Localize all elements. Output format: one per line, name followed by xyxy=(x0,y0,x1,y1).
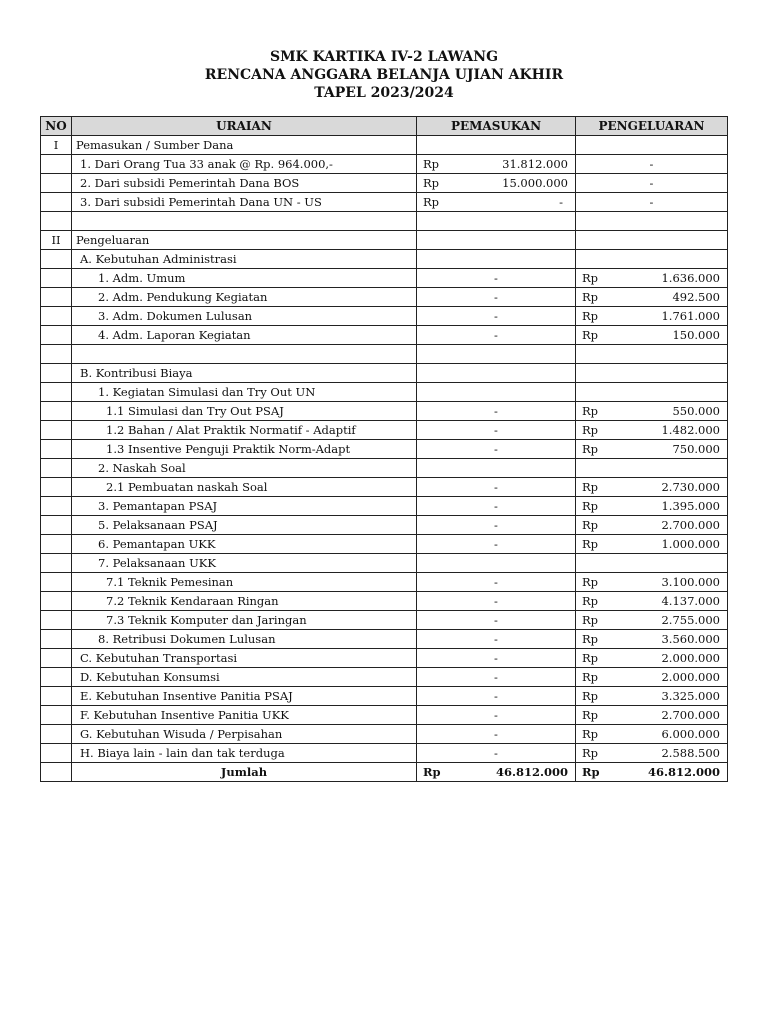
table-row xyxy=(41,706,728,725)
pengeluaran-cell xyxy=(576,516,728,535)
table-row xyxy=(41,630,728,649)
currency-label: Rp xyxy=(582,499,599,513)
pemasukan-cell xyxy=(417,364,576,383)
currency-label: Rp xyxy=(582,423,599,437)
pemasukan-cell: - xyxy=(417,307,576,326)
row-number xyxy=(41,554,72,573)
pemasukan-cell: - xyxy=(417,649,576,668)
currency-label: Rp xyxy=(423,176,440,190)
row-description: D. Kebutuhan Konsumsi xyxy=(72,668,417,687)
pengeluaran-cell: - xyxy=(576,193,728,212)
pemasukan-cell: - xyxy=(417,611,576,630)
table-body xyxy=(41,136,728,763)
row-description xyxy=(72,212,417,231)
row-description: 8. Retribusi Dokumen Lulusan xyxy=(72,630,417,649)
pengeluaran-cell xyxy=(576,383,728,402)
pemasukan-cell: - xyxy=(417,592,576,611)
amount-value: 3.325.000 xyxy=(661,689,720,703)
row-number xyxy=(41,592,72,611)
pengeluaran-cell xyxy=(576,630,728,649)
pengeluaran-cell xyxy=(576,250,728,269)
table-row xyxy=(41,193,728,212)
pengeluaran-cell xyxy=(576,402,728,421)
table-row xyxy=(41,535,728,554)
currency-label: Rp xyxy=(423,195,440,209)
row-description: 3. Adm. Dokumen Lulusan xyxy=(72,307,417,326)
pengeluaran-cell xyxy=(576,706,728,725)
pengeluaran-cell xyxy=(576,535,728,554)
row-number xyxy=(41,725,72,744)
total-no-cell xyxy=(41,763,72,782)
total-out-value: 46.812.000 xyxy=(647,765,720,779)
row-number xyxy=(41,250,72,269)
row-number xyxy=(41,706,72,725)
pemasukan-cell xyxy=(417,250,576,269)
currency-label: Rp xyxy=(582,613,599,627)
currency-label: Rp xyxy=(582,271,599,285)
pemasukan-cell xyxy=(417,459,576,478)
currency-label: Rp xyxy=(582,689,599,703)
currency-label: Rp xyxy=(582,290,599,304)
row-number xyxy=(41,193,72,212)
col-header-no: NO xyxy=(41,117,72,136)
row-description: B. Kontribusi Biaya xyxy=(72,364,417,383)
row-number xyxy=(41,744,72,763)
table-row xyxy=(41,649,728,668)
table-row xyxy=(41,231,728,250)
amount-value: 6.000.000 xyxy=(661,727,720,741)
row-number xyxy=(41,402,72,421)
table-row xyxy=(41,364,728,383)
pemasukan-cell xyxy=(417,174,576,193)
pengeluaran-cell xyxy=(576,592,728,611)
amount-value: - xyxy=(559,195,563,209)
amount-value: 3.100.000 xyxy=(661,575,720,589)
amount-value: 2.588.500 xyxy=(661,746,720,760)
pengeluaran-cell xyxy=(576,478,728,497)
total-in-currency: Rp xyxy=(423,765,441,779)
pemasukan-cell: - xyxy=(417,744,576,763)
table-header-row xyxy=(41,117,728,136)
currency-label: Rp xyxy=(582,537,599,551)
pemasukan-cell xyxy=(417,155,576,174)
pemasukan-cell xyxy=(417,212,576,231)
row-description xyxy=(72,345,417,364)
row-number xyxy=(41,630,72,649)
row-description: 2. Naskah Soal xyxy=(72,459,417,478)
row-number xyxy=(41,497,72,516)
pemasukan-cell xyxy=(417,383,576,402)
row-number xyxy=(41,326,72,345)
row-description: Pemasukan / Sumber Dana xyxy=(72,136,417,155)
pemasukan-cell: - xyxy=(417,269,576,288)
row-description: 1. Kegiatan Simulasi dan Try Out UN xyxy=(72,383,417,402)
table-row xyxy=(41,497,728,516)
table-row xyxy=(41,478,728,497)
currency-label: Rp xyxy=(582,708,599,722)
row-number xyxy=(41,421,72,440)
amount-value: 2.700.000 xyxy=(661,518,720,532)
table-row xyxy=(41,611,728,630)
amount-value: 2.000.000 xyxy=(661,651,720,665)
row-description: 2.1 Pembuatan naskah Soal xyxy=(72,478,417,497)
pengeluaran-cell xyxy=(576,231,728,250)
row-description: G. Kebutuhan Wisuda / Perpisahan xyxy=(72,725,417,744)
table-row xyxy=(41,668,728,687)
pemasukan-cell: - xyxy=(417,497,576,516)
currency-label: Rp xyxy=(582,746,599,760)
currency-label: Rp xyxy=(582,727,599,741)
row-description: 3. Dari subsidi Pemerintah Dana UN - US xyxy=(72,193,417,212)
row-number xyxy=(41,440,72,459)
pengeluaran-cell xyxy=(576,364,728,383)
pemasukan-cell: - xyxy=(417,725,576,744)
currency-label: Rp xyxy=(582,518,599,532)
table-row xyxy=(41,307,728,326)
amount-value: 1.395.000 xyxy=(661,499,720,513)
pemasukan-cell: - xyxy=(417,326,576,345)
amount-value: 2.700.000 xyxy=(661,708,720,722)
total-row xyxy=(41,763,728,782)
row-number xyxy=(41,269,72,288)
academic-year: TAPEL 2023/2024 xyxy=(314,85,454,101)
row-number xyxy=(41,345,72,364)
row-description: 1. Dari Orang Tua 33 anak @ Rp. 964.000,- xyxy=(72,155,417,174)
row-number xyxy=(41,288,72,307)
table-row xyxy=(41,345,728,364)
row-description: 1. Adm. Umum xyxy=(72,269,417,288)
pemasukan-cell xyxy=(417,231,576,250)
row-description: F. Kebutuhan Insentive Panitia UKK xyxy=(72,706,417,725)
pengeluaran-cell xyxy=(576,136,728,155)
table-row xyxy=(41,421,728,440)
pengeluaran-cell xyxy=(576,421,728,440)
pemasukan-cell: - xyxy=(417,668,576,687)
table-row xyxy=(41,326,728,345)
row-description: 3. Pemantapan PSAJ xyxy=(72,497,417,516)
row-number xyxy=(41,212,72,231)
total-in-value: 46.812.000 xyxy=(495,765,568,779)
currency-label: Rp xyxy=(582,442,599,456)
table-row xyxy=(41,288,728,307)
amount-value: 3.560.000 xyxy=(661,632,720,646)
amount-value: 1.761.000 xyxy=(661,309,720,323)
col-header-pengeluaran: PENGELUARAN xyxy=(576,117,728,136)
pemasukan-cell xyxy=(417,345,576,364)
row-number xyxy=(41,687,72,706)
pengeluaran-cell xyxy=(576,212,728,231)
table-row xyxy=(41,554,728,573)
currency-label: Rp xyxy=(582,404,599,418)
pengeluaran-cell xyxy=(576,611,728,630)
currency-label: Rp xyxy=(582,480,599,494)
table-row xyxy=(41,592,728,611)
row-description: 7.3 Teknik Komputer dan Jaringan xyxy=(72,611,417,630)
amount-value: 1.482.000 xyxy=(661,423,720,437)
currency-label: Rp xyxy=(582,670,599,684)
row-number xyxy=(41,364,72,383)
row-description: 6. Pemantapan UKK xyxy=(72,535,417,554)
currency-label: Rp xyxy=(582,309,599,323)
row-description: 7.1 Teknik Pemesinan xyxy=(72,573,417,592)
currency-label: Rp xyxy=(423,157,440,171)
table-row xyxy=(41,174,728,193)
table-row xyxy=(41,402,728,421)
pengeluaran-cell xyxy=(576,744,728,763)
row-number xyxy=(41,155,72,174)
pengeluaran-cell xyxy=(576,269,728,288)
row-description: Pengeluaran xyxy=(72,231,417,250)
pemasukan-cell xyxy=(417,136,576,155)
currency-label: Rp xyxy=(582,632,599,646)
pengeluaran-cell xyxy=(576,497,728,516)
amount-value: 492.500 xyxy=(672,290,720,304)
pengeluaran-cell xyxy=(576,649,728,668)
row-number xyxy=(41,383,72,402)
pemasukan-cell xyxy=(417,554,576,573)
amount-value: 150.000 xyxy=(672,328,720,342)
row-number xyxy=(41,307,72,326)
currency-label: Rp xyxy=(582,328,599,342)
pengeluaran-cell xyxy=(576,687,728,706)
row-description: 5. Pelaksanaan PSAJ xyxy=(72,516,417,535)
amount-value: 1.636.000 xyxy=(661,271,720,285)
table-row xyxy=(41,155,728,174)
row-number xyxy=(41,573,72,592)
row-number xyxy=(41,478,72,497)
amount-value: 31.812.000 xyxy=(502,157,568,171)
amount-value: 750.000 xyxy=(672,442,720,456)
table-row xyxy=(41,687,728,706)
row-description: 7.2 Teknik Kendaraan Ringan xyxy=(72,592,417,611)
table-row xyxy=(41,725,728,744)
row-description: 2. Adm. Pendukung Kegiatan xyxy=(72,288,417,307)
table-row xyxy=(41,136,728,155)
amount-value: 550.000 xyxy=(672,404,720,418)
row-description: 4. Adm. Laporan Kegiatan xyxy=(72,326,417,345)
row-description: 1.1 Simulasi dan Try Out PSAJ xyxy=(72,402,417,421)
row-number xyxy=(41,174,72,193)
pengeluaran-cell: - xyxy=(576,155,728,174)
pemasukan-cell: - xyxy=(417,402,576,421)
amount-value: 1.000.000 xyxy=(661,537,720,551)
total-out-currency: Rp xyxy=(582,765,600,779)
table-row xyxy=(41,744,728,763)
pemasukan-cell: - xyxy=(417,478,576,497)
row-description: 7. Pelaksanaan UKK xyxy=(72,554,417,573)
pemasukan-cell: - xyxy=(417,516,576,535)
row-description: 2. Dari subsidi Pemerintah Dana BOS xyxy=(72,174,417,193)
row-number: II xyxy=(41,231,72,250)
table-row xyxy=(41,383,728,402)
row-description: E. Kebutuhan Insentive Panitia PSAJ xyxy=(72,687,417,706)
row-description: C. Kebutuhan Transportasi xyxy=(72,649,417,668)
pengeluaran-cell xyxy=(576,307,728,326)
currency-label: Rp xyxy=(582,594,599,608)
amount-value: 4.137.000 xyxy=(661,594,720,608)
pemasukan-cell: - xyxy=(417,630,576,649)
table-row xyxy=(41,250,728,269)
pemasukan-cell: - xyxy=(417,288,576,307)
pemasukan-cell: - xyxy=(417,535,576,554)
currency-label: Rp xyxy=(582,651,599,665)
row-description: A. Kebutuhan Administrasi xyxy=(72,250,417,269)
row-number: I xyxy=(41,136,72,155)
row-number xyxy=(41,516,72,535)
school-name: SMK KARTIKA IV-2 LAWANG xyxy=(269,49,499,65)
total-label: Jumlah xyxy=(72,763,417,782)
pemasukan-cell: - xyxy=(417,421,576,440)
total-pemasukan-cell xyxy=(417,763,576,782)
pengeluaran-cell xyxy=(576,440,728,459)
row-description: 1.3 Insentive Penguji Praktik Norm-Adapt xyxy=(72,440,417,459)
row-description: 1.2 Bahan / Alat Praktik Normatif - Adaptif xyxy=(72,421,417,440)
row-number xyxy=(41,668,72,687)
total-pengeluaran-cell xyxy=(576,763,728,782)
pengeluaran-cell xyxy=(576,345,728,364)
pemasukan-cell: - xyxy=(417,573,576,592)
document-title: RENCANA ANGGARA BELANJA UJIAN AKHIR xyxy=(204,67,564,83)
pengeluaran-cell: - xyxy=(576,174,728,193)
row-number xyxy=(41,649,72,668)
amount-value: 15.000.000 xyxy=(502,176,568,190)
pengeluaran-cell xyxy=(576,459,728,478)
pengeluaran-cell xyxy=(576,573,728,592)
pemasukan-cell: - xyxy=(417,687,576,706)
table-row xyxy=(41,573,728,592)
pengeluaran-cell xyxy=(576,725,728,744)
pengeluaran-cell xyxy=(576,668,728,687)
amount-value: 2.730.000 xyxy=(661,480,720,494)
currency-label: Rp xyxy=(582,575,599,589)
budget-table xyxy=(40,116,728,782)
pemasukan-cell: - xyxy=(417,440,576,459)
table-row xyxy=(41,440,728,459)
row-number xyxy=(41,611,72,630)
pengeluaran-cell xyxy=(576,288,728,307)
table-row xyxy=(41,459,728,478)
table-row xyxy=(41,269,728,288)
table-row xyxy=(41,212,728,231)
row-number xyxy=(41,535,72,554)
row-description: H. Biaya lain - lain dan tak terduga xyxy=(72,744,417,763)
pemasukan-cell xyxy=(417,193,576,212)
amount-value: 2.000.000 xyxy=(661,670,720,684)
amount-value: 2.755.000 xyxy=(661,613,720,627)
pengeluaran-cell xyxy=(576,326,728,345)
table-row xyxy=(41,516,728,535)
pengeluaran-cell xyxy=(576,554,728,573)
row-number xyxy=(41,459,72,478)
col-header-uraian: URAIAN xyxy=(72,117,417,136)
pemasukan-cell: - xyxy=(417,706,576,725)
col-header-pemasukan: PEMASUKAN xyxy=(417,117,576,136)
